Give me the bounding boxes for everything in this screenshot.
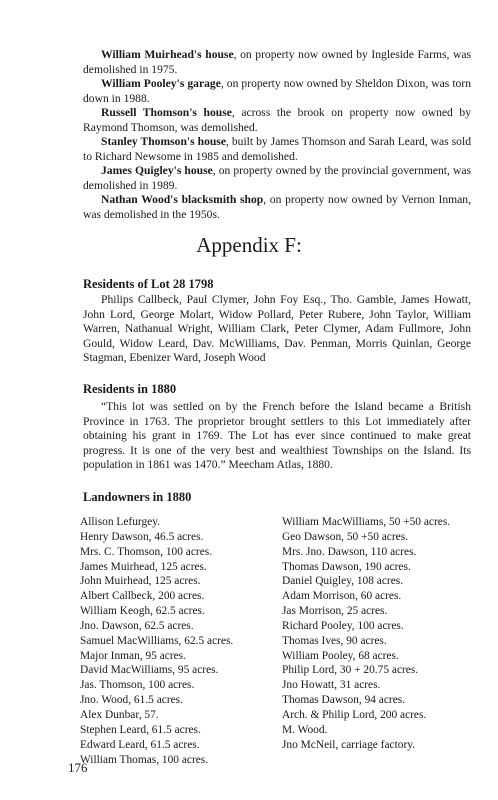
landowner-entry: Jno. Dawson, 62.5 acres. [80, 619, 194, 632]
landowner-entry: Jno. Wood, 61.5 acres. [80, 694, 183, 707]
landowner-entry: John Muirhead, 125 acres. [80, 575, 201, 588]
landowner-entry: Jno Howatt, 31 acres. [282, 679, 381, 692]
landowner-entry: Samuel MacWilliams, 62.5 acres. [80, 634, 234, 647]
landowner-entry: William MacWilliams, 50 +50 acres. [282, 516, 451, 528]
appendix-title: Appendix F: [196, 233, 302, 257]
landowner-entry: Adam Morrison, 60 acres. [282, 590, 402, 603]
property-list [83, 48, 471, 222]
property-entry: Russell Thomson's house, across the brook on property now owned by Raymond Thomson, was demolished. [83, 106, 471, 134]
landowner-entry: Arch. & Philip Lord, 200 acres. [282, 708, 427, 721]
landowner-entry: Alex Dunbar, 57. [80, 708, 159, 721]
landowner-entry: Major Inman, 95 acres. [80, 649, 186, 662]
page-number: 176 [68, 760, 88, 775]
landowner-entry: Jno McNeil, carriage factory. [282, 738, 416, 751]
landowner-entry: Edward Leard, 61.5 acres. [80, 738, 200, 751]
landowners-right-column [282, 515, 450, 753]
property-entry: William Pooley's garage, on property now owned by Sheldon Dixon, was torn down in 1988. [83, 77, 472, 105]
landowner-entry: Henry Dawson, 46.5 acres. [80, 530, 204, 543]
property-entry: James Quigley's house, on property owned by the provincial government, was demolished in 1989. [83, 164, 471, 192]
landowner-entry: Stephen Leard, 61.5 acres. [80, 723, 201, 736]
landowner-entry: William Pooley, 68 acres. [282, 649, 399, 662]
property-entry: William Muirhead's house, on property now owned by Ingleside Farms, was demolished in 1975. [83, 48, 471, 76]
residents-1798-heading: Residents of Lot 28 1798 [83, 277, 214, 291]
landowner-entry: Albert Callbeck, 200 acres. [80, 590, 205, 603]
landowner-entry: Geo Dawson, 50 +50 acres. [282, 530, 408, 543]
landowner-entry: James Muirhead, 125 acres. [80, 560, 207, 573]
landowner-entry: Thomas Ives, 90 acres. [282, 634, 387, 647]
landowner-entry: Daniel Quigley, 108 acres. [282, 575, 404, 588]
property-entry: Nathan Wood's blacksmith shop, on property now owned by Vernon Inman, was demolished in the 1950s. [83, 193, 471, 221]
landowner-entry: Mrs. Jno. Dawson, 110 acres. [282, 545, 417, 558]
landowner-entry: Mrs. C. Thomson, 100 acres. [80, 545, 213, 558]
landowner-entry: Philip Lord, 30 + 20.75 acres. [282, 664, 419, 677]
landowner-entry: Jas Morrison, 25 acres. [282, 605, 388, 618]
property-entry: Stanley Thomson's house, built by James Thomson and Sarah Leard, was sold to Richard Newsome in 1985 and demolished. [83, 135, 471, 163]
landowner-entry: William Keogh, 62.5 acres. [80, 605, 205, 618]
residents-1880-quote: “This lot was settled on by the French before the Island became a British Province in 1763. The proprietor brought settlers to this Lot immediately after obtaining his grant in 1769. The Lot has ever since continued to make great progress. It is one of the very best and wealthiest Townships on the Island. Its population in 1861 was 1470.” Meecham Atlas, 1880. [83, 400, 471, 471]
landowner-entry: Jas. Thomson, 100 acres. [80, 679, 195, 692]
landowner-entry: William Thomas, 100 acres. [80, 753, 209, 766]
landowners-left-column [80, 515, 233, 767]
landowner-entry: David MacWilliams, 95 acres. [80, 664, 219, 677]
landowner-entry: Allison Lefurgey. [80, 516, 161, 528]
residents-1880-heading: Residents in 1880 [83, 382, 177, 396]
residents-1798-list: Philips Callbeck, Paul Clymer, John Foy Esq., Tho. Gamble, James Howatt, John Lord, George Molart, Widow Pollard, Peter Rubere, John Taylor, William Warren, Nathanual Wright, William Clark, Peter Clymer, Adam Fullmore, John Gould, Widow Leard, Dav. McWilliams, Dav. Penman, Morris Quinlan, George Stagman, Ebenizer Ward, Joseph Wood [83, 293, 471, 364]
landowner-entry: Richard Pooley, 100 acres. [282, 619, 404, 632]
landowner-entry: M. Wood. [282, 723, 328, 736]
landowner-entry: Thomas Dawson, 94 acres. [282, 694, 406, 707]
landowners-heading: Landowners in 1880 [83, 490, 192, 504]
landowner-entry: Thomas Dawson, 190 acres. [282, 560, 411, 573]
